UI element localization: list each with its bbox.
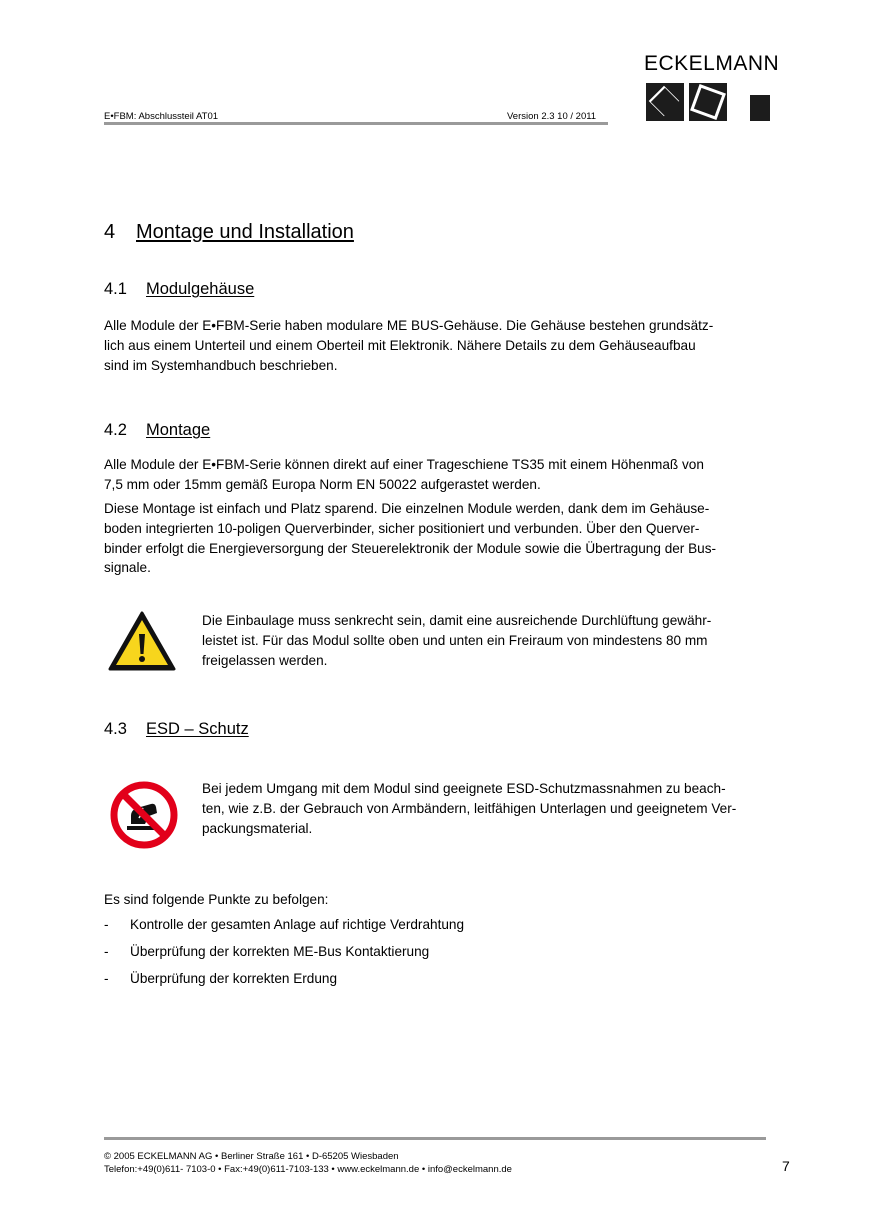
paragraph-line: Diese Montage ist einfach und Platz sparend. Die einzelnen Module werden, dank dem im Gehäuse- (104, 501, 710, 516)
section-heading-4-3 (104, 720, 249, 739)
list-bullet: - (104, 944, 109, 959)
paragraph-line: leistet ist. Für das Modul sollte oben und unten ein Freiraum von mindestens 80 mm (202, 632, 708, 648)
paragraph-line: lich aus einem Unterteil und einem Oberteil mit Elektronik. Nähere Details zu dem Gehäuseaufbau (104, 337, 696, 353)
paragraph-line: sind im Systemhandbuch beschrieben. (104, 357, 338, 373)
list-item (104, 944, 429, 959)
esd-note (202, 779, 782, 838)
list-item-text: Kontrolle der gesamten Anlage auf richtige Verdrahtung (130, 917, 465, 932)
section-number: 4.1 (104, 280, 127, 298)
paragraph-line: binder erfolgt die Energieversorgung der Steuerelektronik der Module sowie die Übertragung der Bus- (104, 540, 717, 556)
logo-tile-1 (646, 83, 684, 121)
section-4-1-paragraph (104, 316, 769, 375)
chapter-heading (104, 221, 354, 244)
list-item (104, 917, 464, 932)
footer-rule (104, 1137, 766, 1140)
header-rule (104, 122, 608, 125)
logo-tile-3 (732, 83, 770, 121)
section-number: 4.3 (104, 720, 127, 738)
section-title: ESD – Schutz (146, 720, 249, 738)
paragraph-line: Alle Module der E•FBM-Serie können direkt auf einer Trageschiene TS35 mit einem Höhenmaß von (104, 457, 704, 472)
section-title: Montage (146, 421, 211, 439)
page-number: 7 (782, 1158, 790, 1174)
chapter-title: Montage und Installation (136, 221, 354, 243)
list-intro: Es sind folgende Punkte zu befolgen: (104, 892, 329, 907)
paragraph-line: Die Einbaulage muss senkrecht sein, damit eine ausreichende Durchlüftung gewähr- (202, 613, 712, 628)
paragraph-line: packungsmaterial. (202, 820, 313, 836)
list-item (104, 971, 337, 986)
paragraph-line: ten, wie z.B. der Gebrauch von Armbändern, leitfähigen Unterlagen und geeignetem Ver- (202, 800, 737, 816)
paragraph-line: Alle Module der E•FBM-Serie haben modulare ME BUS-Gehäuse. Die Gehäuse bestehen grundsätz- (104, 318, 714, 333)
list-item-text: Überprüfung der korrekten Erdung (130, 971, 338, 986)
paragraph-line: Bei jedem Umgang mit dem Modul sind geeignete ESD-Schutzmassnahmen zu beach- (202, 781, 726, 796)
chapter-number: 4 (104, 221, 116, 243)
warning-triangle-icon (107, 610, 177, 672)
list-item-text: Überprüfung der korrekten ME-Bus Kontaktierung (130, 944, 430, 959)
paragraph-line: freigelassen werden. (202, 652, 328, 668)
section-4-2-paragraph-2 (104, 499, 769, 578)
list-bullet: - (104, 917, 109, 932)
warning-note (202, 611, 782, 670)
esd-prohibited-icon (109, 780, 179, 850)
section-heading-4-2 (104, 421, 210, 440)
paragraph-line: signale. (104, 560, 151, 576)
logo-tile-2 (689, 83, 727, 121)
section-heading-4-1 (104, 280, 254, 299)
footer-address: © 2005 ECKELMANN AG • Berliner Straße 161 • D-65205 Wiesbaden (104, 1151, 399, 1162)
section-title: Modulgehäuse (146, 280, 255, 298)
footer-contact: Telefon:+49(0)611- 7103-0 • Fax:+49(0)611-7103-133 • www.eckelmann.de • info@eckelmann.de (104, 1164, 512, 1175)
header-doc-title: E•FBM: Abschlussteil AT01 (104, 111, 219, 122)
paragraph-line: 7,5 mm oder 15mm gemäß Europa Norm EN 50022 aufgerastet werden. (104, 476, 541, 492)
logo-wordmark: ECKELMANN (644, 52, 780, 75)
header-version: Version 2.3 10 / 2011 (507, 111, 597, 122)
section-number: 4.2 (104, 421, 127, 439)
section-4-2-paragraph-1 (104, 455, 769, 495)
list-bullet: - (104, 971, 109, 986)
paragraph-line: boden integrierten 10-poligen Querverbinder, sicher positioniert und verbunden. Über den Querver- (104, 520, 700, 536)
